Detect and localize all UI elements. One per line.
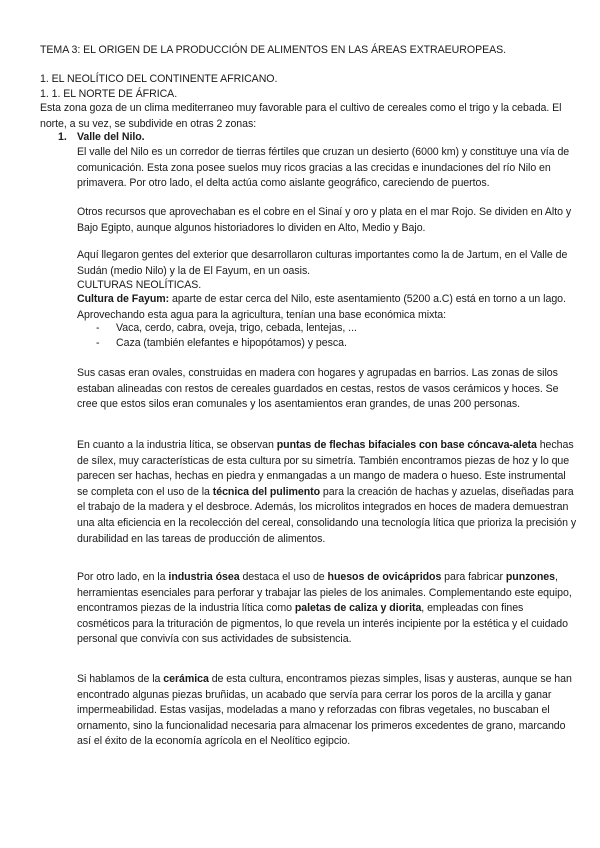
- list-item-text: Caza (también elefantes e hipopótamos) y pesca.: [116, 337, 347, 349]
- houses-paragraph: Sus casas eran ovales, construidas en madera con hogares y agrupadas en barrios. Las zonas de silos estaban alineadas con restos de cereales guardados en cestas, restos de vasos cerámicos y hoces. Se cree que estos silos eran comunales y los asentamientos eran grandes, de unas 200 personas.: [77, 367, 559, 411]
- dash-marker: -: [96, 322, 100, 334]
- bold-term: puntas de flechas bifaciales con base cóncava-aleta: [276, 439, 537, 451]
- text-run: En cuanto a la industria lítica, se observan: [77, 439, 277, 451]
- fayum-text: aparte de estar cerca del Nilo, este asentamiento (5200 a.C) está en torno a un lago. Aprovechando esta agua para la agricultura, tenían una base económica mixta:: [77, 293, 566, 321]
- bullet-list: [96, 321, 357, 337]
- text-run: hechas de sílex, muy características de esta cultura por su simetría. También encontramos piezas de hoz y lo que parecen ser hachas, hechas en piedra y enmangadas a un mango de madera o hueso. Este instrumental se completa con el uso de la: [77, 439, 574, 498]
- text-run: para la creación de hachas y azuelas, diseñadas para el trabajo de la madera y el desbroce. Además, los microlitos integrados en hoces de madera demuestran una alta eficiencia en la recolección del cereal, consolidando una tecnología lítica que prioriza la precisión y durabilidad en las tareas de producción de alimentos.: [77, 485, 577, 545]
- document-title: TEMA 3: EL ORIGEN DE LA PRODUCCIÓN DE ALIMENTOS EN LAS ÁREAS EXTRAEUROPEAS.: [40, 44, 507, 56]
- list-item: [96, 321, 357, 337]
- lithic-paragraph: [77, 438, 577, 547]
- text-run: de esta cultura, encontramos piezas simples, lisas y austeras, aunque se han encontrado algunas piezas bruñidas, un acabado que servía para cerrar los poros de la arcilla y ganar impermeabilidad. Estas vasijas, modeladas a mano y reforzadas con fibras vegetales, no buscaban el ornamento, sino la funcionalidad necesaria para almacenar los primeros excedentes de grano, marcando así el éxito de la economía agrícola en el Neolítico egipcio.: [77, 673, 572, 748]
- cultures-heading: CULTURAS NEOLÍTICAS.: [77, 279, 202, 291]
- text-run: Por otro lado, en la: [77, 571, 169, 583]
- subsection-heading: 1. 1. EL NORTE DE ÁFRICA.: [40, 88, 178, 100]
- fayum-paragraph: [77, 292, 572, 323]
- bold-term: cerámica: [163, 673, 209, 685]
- ceramic-paragraph: [77, 672, 577, 750]
- item-title: Valle del Nilo.: [77, 131, 145, 143]
- text-run: , empleadas con fines cosméticos para la trituración de pigmentos, lo que revela un interés incipiente por la estética y el cuidado personal que convivía con sus actividades de subsistencia.: [77, 602, 568, 646]
- text-run: para fabricar: [441, 571, 506, 583]
- bold-term: técnica del pulimento: [212, 485, 321, 498]
- nile-paragraph-1: El valle del Nilo es un corredor de tierras fértiles que cruzan un desierto (6000 km) y constituye una vía de comunicación. Esta zona posee suelos muy ricos gracias a las crecidas e inundaciones del río Nilo en primavera. Por otro lado, el delta actúa como aislante geográfico, careciendo de puertos.: [77, 146, 570, 190]
- section-heading: 1. EL NEOLÍTICO DEL CONTINENTE AFRICANO.: [40, 73, 278, 85]
- text-run: destaca el uso de: [239, 571, 328, 583]
- bold-term: punzones: [505, 571, 555, 583]
- bold-term: paletas de caliza y diorita: [294, 602, 422, 615]
- item-number: 1.: [58, 131, 67, 143]
- text-run: Si hablamos de la: [77, 673, 164, 685]
- intro-paragraph: Esta zona goza de un clima mediterraneo muy favorable para el cultivo de cereales como el trigo y la cebada. El norte, a su vez, se subdivide en otras 2 zonas:: [40, 102, 562, 130]
- nile-paragraph-3: Aquí llegaron gentes del exterior que desarrollaron culturas importantes como la de Jartum, en el Valle de Sudán (medio Nilo) y la de El Fayum, en un oasis.: [77, 249, 568, 277]
- fayum-label: Cultura de Fayum:: [77, 293, 170, 305]
- bold-term: huesos de ovicápridos: [327, 571, 442, 583]
- text-run: , herramientas esenciales para perforar y trabajar las pieles de los animales. Complementando este equipo, encontramos piezas de la industria lítica como: [77, 571, 572, 615]
- bold-term: industria ósea: [168, 571, 240, 583]
- bone-industry-paragraph: [77, 570, 577, 648]
- list-item: [96, 336, 347, 352]
- numbered-item-heading: [58, 130, 145, 146]
- nile-paragraph-2: Otros recursos que aprovechaban es el cobre en el Sinaí y oro y plata en el mar Rojo. Se dividen en Alto y Bajo Egipto, aunque algunos historiadores lo dividen en Alto, Medio y Bajo.: [77, 206, 572, 234]
- list-item-text: Vaca, cerdo, cabra, oveja, trigo, cebada, lentejas, ...: [116, 322, 357, 334]
- dash-marker: -: [96, 337, 100, 349]
- bullet-list: [96, 336, 347, 352]
